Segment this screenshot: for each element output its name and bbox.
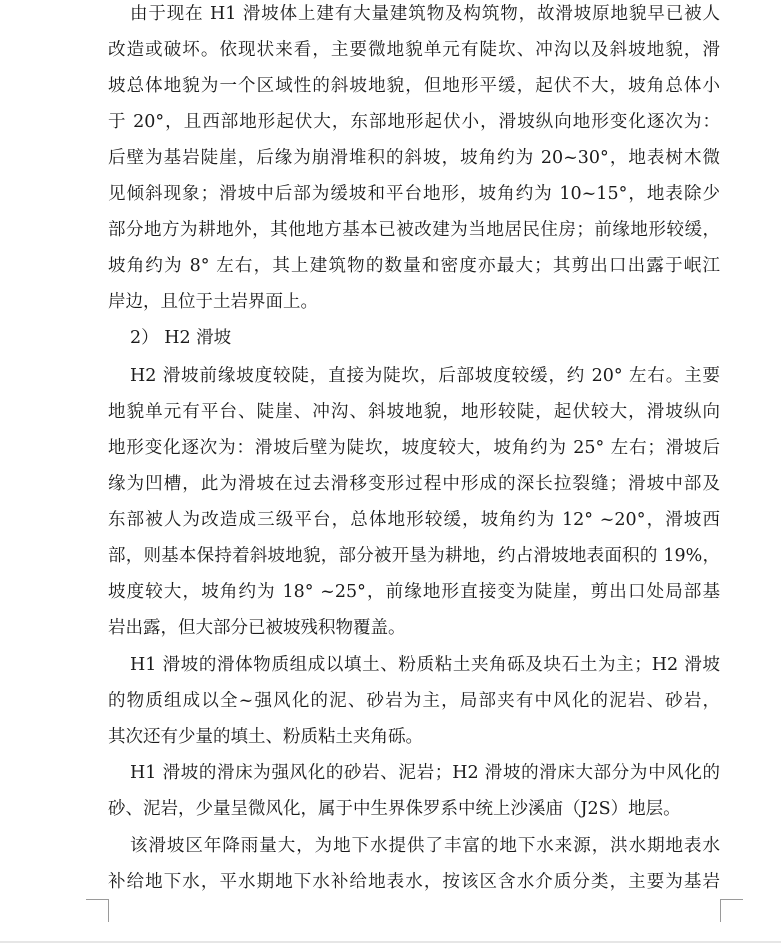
paragraph-line: 该滑坡区年降雨量大，为地下水提供了丰富的地下水来源，洪水期地表水: [130, 836, 720, 856]
paragraph-line: 地貌单元有平台、陡崖、冲沟、斜坡地貌，地形较陡，起伏较大，滑坡纵向: [108, 402, 720, 422]
paragraph-line: 坡总体地貌为一个区域性的斜坡地貌，但地形平缓，起伏不大，坡角总体小: [108, 76, 720, 96]
paragraph-line: 其次还有少量的填土、粉质粘土夹角砾。: [108, 727, 423, 747]
margin-corner-mark-right: [720, 899, 743, 922]
paragraph-line: H1 滑坡的滑体物质组成以填土、粉质粘土夹角砾及块石土为主；H2 滑坡: [130, 655, 720, 675]
paragraph-line: 的物质组成以全~强风化的泥、砂岩为主，局部夹有中风化的泥岩、砂岩，: [108, 691, 720, 711]
paragraph-line: 由于现在 H1 滑坡体上建有大量建筑物及构筑物，故滑坡原地貌早已被人: [130, 4, 720, 24]
paragraph-line: 砂、泥岩，少量呈微风化，属于中生界侏罗系中统上沙溪庙（J2S）地层。: [108, 799, 681, 819]
paragraph-line: 于 20°，且西部地形起伏大，东部地形起伏小，滑坡纵向地形变化逐次为：: [108, 112, 720, 132]
paragraph-line: 部，则基本保持着斜坡地貌，部分被开垦为耕地，约占滑坡地表面积的 19%，: [108, 546, 720, 566]
paragraph-line: 地形变化逐次为：滑坡后壁为陡坎，坡度较大，坡角约为 25° 左右；滑坡后: [108, 438, 720, 458]
paragraph-line: 缘为凹槽，此为滑坡在过去滑移变形过程中形成的深长拉裂缝；滑坡中部及: [108, 474, 720, 494]
paragraph-line: 坡角约为 8° 左右，其上建筑物的数量和密度亦最大；其剪出口出露于岷江: [108, 256, 720, 276]
section-heading: 2） H2 滑坡: [130, 328, 232, 348]
paragraph-line: 见倾斜现象；滑坡中后部为缓坡和平台地形，坡角约为 10~15°，地表除少: [108, 184, 720, 204]
paragraph-line: 岸边，且位于土岩界面上。: [108, 292, 318, 312]
paragraph-line: 部分地方为耕地外，其他地方基本已被改建为当地居民住房；前缘地形较缓，: [108, 220, 720, 240]
paragraph-line: 坡度较大，坡角约为 18° ~25°，前缘地形直接变为陡崖，剪出口处局部基: [108, 582, 720, 602]
paragraph-line: H2 滑坡前缘坡度较陡，直接为陡坎，后部坡度较缓，约 20° 左右。主要: [130, 366, 720, 386]
margin-corner-mark-left: [86, 899, 109, 922]
paragraph-line: 改造或破坏。依现状来看，主要微地貌单元有陡坎、冲沟以及斜坡地貌，滑: [108, 40, 720, 60]
paragraph-line: 补给地下水，平水期地下水补给地表水，按该区含水介质分类，主要为基岩: [108, 872, 720, 892]
paragraph-line: 后壁为基岩陡崖，后缘为崩滑堆积的斜坡，坡角约为 20~30°，地表树木微: [108, 148, 720, 168]
paragraph-line: 东部被人为改造成三级平台，总体地形较缓，坡角约为 12° ~20°，滑坡西: [108, 510, 720, 530]
paragraph-line: H1 滑坡的滑床为强风化的砂岩、泥岩；H2 滑坡的滑床大部分为中风化的: [130, 763, 720, 783]
paragraph-line: 岩出露，但大部分已被坡残积物覆盖。: [108, 618, 406, 638]
